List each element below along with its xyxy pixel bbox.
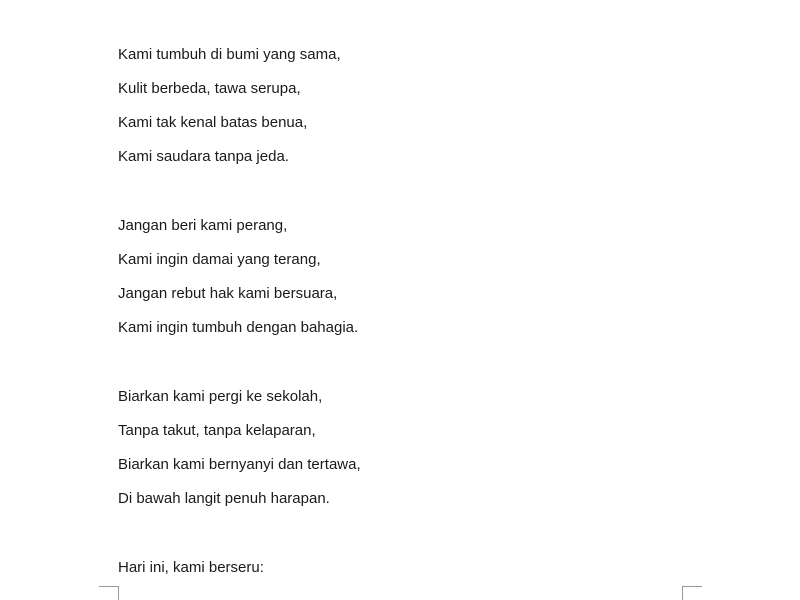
poem-line: Jangan rebut hak kami bersuara, [118, 285, 338, 302]
poem-line: Jangan beri kami perang, [118, 217, 288, 234]
poem-line: Kami saudara tanpa jeda. [118, 148, 289, 165]
poem-line: Kami ingin tumbuh dengan bahagia. [118, 319, 359, 336]
poem-line: Hari ini, kami berseru: [118, 559, 264, 576]
margin-corner-mark-right [682, 586, 702, 600]
poem-line: Kulit berbeda, tawa serupa, [118, 80, 301, 97]
margin-corner-mark-left [99, 586, 119, 600]
poem-line: Biarkan kami bernyanyi dan tertawa, [118, 456, 361, 473]
poem-line: Tanpa takut, tanpa kelaparan, [118, 422, 316, 439]
poem-line: Kami tumbuh di bumi yang sama, [118, 46, 341, 63]
poem-line: Di bawah langit penuh harapan. [118, 490, 330, 507]
poem-line: Kami tak kenal batas benua, [118, 114, 308, 131]
poem-line: Kami ingin damai yang terang, [118, 251, 321, 268]
poem-line: Biarkan kami pergi ke sekolah, [118, 388, 323, 405]
